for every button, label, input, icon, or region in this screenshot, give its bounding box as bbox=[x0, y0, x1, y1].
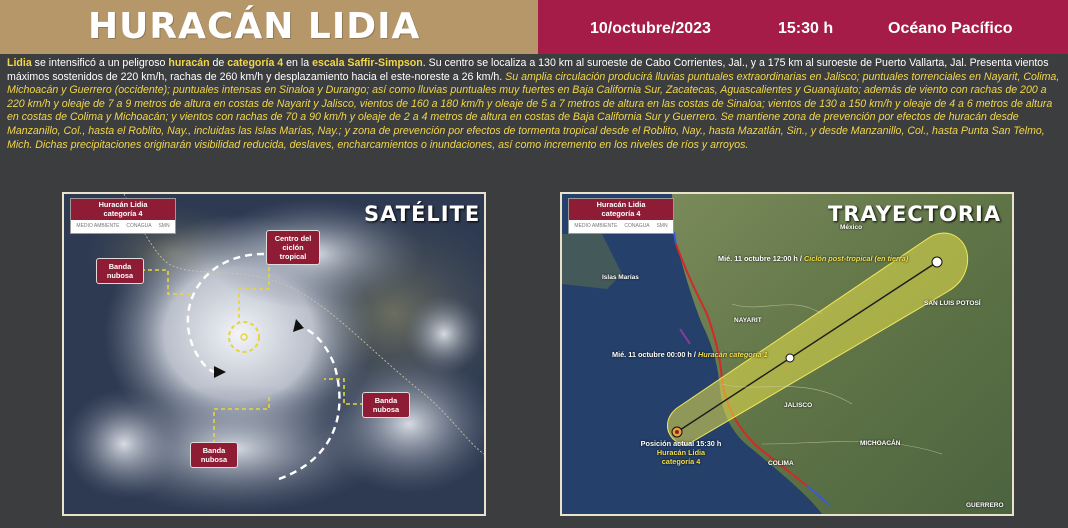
label-cyclone-center: Centro del ciclón tropical bbox=[266, 230, 320, 265]
bulletin-date: 10/octubre/2023 bbox=[590, 20, 711, 37]
satellite-badge-title bbox=[71, 199, 175, 220]
forecast-12h-time: Mié. 11 octubre 12:00 h / bbox=[718, 254, 802, 263]
bulletin-text-part: se intensificó a un peligroso bbox=[31, 57, 169, 69]
forecast-12h-label bbox=[718, 254, 908, 263]
place-michoacan: MICHOACÁN bbox=[860, 440, 901, 447]
forecast-00h-time: Mié. 11 octubre 00:00 h / bbox=[612, 350, 696, 359]
forecast-00h-state: Huracán categoría 1 bbox=[697, 350, 768, 359]
trajectory-panel bbox=[560, 192, 1014, 516]
bulletin-impacts: Su amplia circulación producirá lluvias puntuales extraordinarias en Jalisco; puntuales torrenciales en Nayarit, Colima, Michoacán y Guerrero (occidente); puntuales intensas en Sinaloa y Durango; así como lluvias puntuales muy fuertes en Baja California Sur, Zacatecas, Aguascalientes y Guanajuato; además de viento con rachas de 200 a 220 km/h y oleaje de 7 a 9 metros de altura en costas de Nayarit y Jalisco, vientos de 160 a 180 km/h y oleaje de 5 a 7 metros de altura en las costas de Sinaloa; vientos de 130 a 150 km/h y oleaje de 4 a 6 metros de altura en costas de Colima y Michoacán; y vientos con rachas de 70 a 90 km/h y oleaje de 2 a 4 metros de altura en costas de Baja California Sur y Guerrero. Se mantiene zona de prevención por efectos de huracán desde Manzanillo, Col., hasta el Roblito, Nay., incluidas las Islas Marías, Nay.; y zona de prevención por efectos de tormenta tropical desde el Roblito, Nay., hasta Mazatlán, Sin., y desde Manzanillo, Col., hasta Punta San Telmo, Mich. Dichas precipitaciones originarán visibilidad reducida, deslaves, encharcamientos o inundaciones, así como incremento en los niveles de ríos y arroyos. bbox=[7, 70, 1060, 151]
page-title: HURACÁN LIDIA bbox=[88, 6, 421, 47]
satellite-badge-storm: Huracán Lidia bbox=[98, 200, 148, 209]
satellite-badge bbox=[70, 198, 176, 234]
trajectory-badge bbox=[568, 198, 674, 234]
satellite-panel bbox=[62, 192, 486, 516]
forecast-12h-state: Ciclón post-tropical (en tierra) bbox=[803, 254, 909, 263]
current-position-category: categoría 4 bbox=[661, 457, 701, 466]
storm-category: categoría 4 bbox=[227, 57, 284, 69]
trajectory-badge-logos bbox=[569, 220, 673, 233]
bulletin-time: 15:30 h bbox=[778, 20, 834, 37]
label-band-nw: Banda nubosa bbox=[96, 258, 144, 284]
satellite-badge-logos bbox=[71, 220, 175, 233]
satellite-title: SATÉLITE bbox=[364, 202, 481, 226]
label-band-se: Banda nubosa bbox=[362, 392, 410, 418]
bulletin-text-part: en la bbox=[283, 57, 313, 69]
header-banner bbox=[0, 0, 1068, 54]
trajectory-title: TRAYECTORIA bbox=[828, 202, 1002, 226]
trajectory-badge-title bbox=[569, 199, 673, 220]
current-position-name: Huracán Lidia bbox=[656, 448, 706, 457]
storm-name: Lidia bbox=[7, 57, 32, 69]
trajectory-badge-storm: Huracán Lidia bbox=[596, 200, 646, 209]
current-position-label bbox=[626, 439, 736, 466]
medio-ambiente-logo: MEDIO AMBIENTE bbox=[76, 223, 120, 229]
place-nayarit: NAYARIT bbox=[734, 317, 762, 324]
conagua-logo: CONAGUA bbox=[126, 223, 152, 229]
smn-logo: SMN bbox=[158, 223, 170, 229]
bulletin-text-part: de bbox=[209, 57, 228, 69]
label-band-s: Banda nubosa bbox=[190, 442, 238, 468]
storm-type: huracán bbox=[168, 57, 210, 69]
header-title-block bbox=[0, 0, 538, 54]
place-san-luis-potosi: SAN LUIS POTOSÍ bbox=[924, 300, 981, 307]
forecast-00h-label bbox=[612, 350, 768, 359]
place-mexico: México bbox=[840, 224, 863, 231]
place-jalisco: JALISCO bbox=[784, 402, 813, 409]
satellite-badge-category: categoría 4 bbox=[103, 209, 143, 218]
current-position-time: Posición actual 15:30 h bbox=[640, 439, 722, 448]
smn-logo: SMN bbox=[656, 223, 668, 229]
header-meta-block bbox=[538, 0, 1068, 54]
conagua-logo: CONAGUA bbox=[624, 223, 650, 229]
trajectory-badge-category: categoría 4 bbox=[601, 209, 641, 218]
place-guerrero: GUERRERO bbox=[966, 502, 1004, 509]
place-colima: COLIMA bbox=[768, 460, 794, 467]
place-islas-marias: Islas Marías bbox=[602, 274, 639, 281]
bulletin-ocean: Océano Pacífico bbox=[888, 20, 1013, 37]
bulletin-text bbox=[7, 57, 1063, 152]
medio-ambiente-logo: MEDIO AMBIENTE bbox=[574, 223, 618, 229]
bulletin-text-part: . Su centro se localiza a 130 km al suroeste de Cabo Corrientes, Jal., y a 175 km al suroeste de Puerto Vallarta, Jal. Presenta vientos máximos sostenidos de 220 km/h, rachas de 260 km/h y desplazamiento hacia el este-noreste a 26 km/h. bbox=[7, 57, 1049, 83]
storm-scale: escala Saffir-Simpson bbox=[312, 57, 423, 69]
